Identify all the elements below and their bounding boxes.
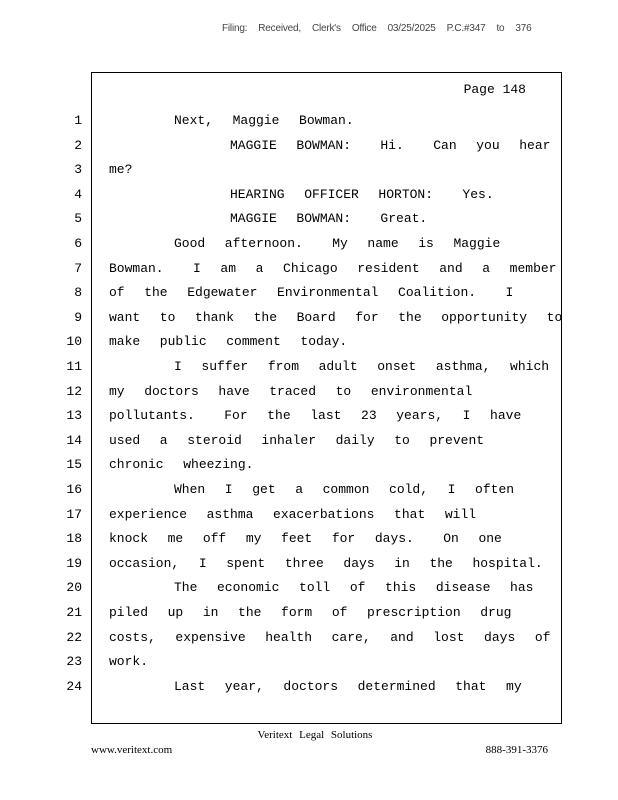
footer-website: www.veritext.com <box>91 744 173 756</box>
line-number: 4 <box>74 186 82 202</box>
line-number: 16 <box>66 482 82 497</box>
transcript-line: Good afternoon. My name is Maggie <box>174 236 501 251</box>
filing-header <box>222 23 542 34</box>
line-number: 11 <box>66 359 82 374</box>
filing-label: Filing: <box>222 23 248 34</box>
transcript-line: Last year, doctors determined that my <box>174 678 522 694</box>
transcript-line: The economic toll of this disease has <box>174 580 534 596</box>
transcript-line: make public comment today. <box>109 334 348 350</box>
filing-date: 03/25/2025 <box>387 23 436 34</box>
transcript-line: me? <box>109 162 133 178</box>
line-number: 9 <box>74 309 82 325</box>
pc-range-end: 376 <box>515 23 532 34</box>
footer-company: Veritext Legal Solutions <box>257 729 373 741</box>
line-number: 3 <box>74 162 82 178</box>
line-number: 6 <box>74 236 82 251</box>
line-number: 1 <box>74 113 82 128</box>
line-number: 21 <box>66 605 82 620</box>
line-number: 14 <box>66 432 82 448</box>
transcript-line: Next, Maggie Bowman. <box>174 113 354 128</box>
transcript-line: pollutants. For the last 23 years, I have <box>109 408 522 424</box>
line-number: 18 <box>66 531 82 547</box>
transcript-line: experience asthma exacerbations that will <box>109 506 477 522</box>
transcript-line: Bowman. I am a Chicago resident and a member <box>109 260 557 276</box>
line-number: 10 <box>66 334 82 350</box>
transcript-line: knock me off my feet for days. On one <box>109 531 502 547</box>
line-number: 2 <box>74 137 82 153</box>
transcript-line: piled up in the form of prescription drug <box>109 605 512 620</box>
line-number: 19 <box>66 555 82 571</box>
line-number: 24 <box>66 678 82 694</box>
line-number: 17 <box>66 506 82 522</box>
transcript-line: my doctors have traced to environmental <box>109 383 473 399</box>
transcript-line: MAGGIE BOWMAN: Hi. Can you hear <box>230 137 551 153</box>
transcript-line: I suffer from adult onset asthma, which <box>174 359 550 374</box>
transcript-line: HEARING OFFICER HORTON: Yes. <box>230 186 494 202</box>
line-number: 23 <box>66 654 82 670</box>
transcript-line: chronic wheezing. <box>109 457 254 473</box>
office-label: Office <box>351 23 377 34</box>
line-number: 7 <box>74 260 82 276</box>
page-number: Page 148 <box>463 82 526 97</box>
footer-phone: 888-391-3376 <box>485 744 548 756</box>
transcript-line: occasion, I spent three days in the hospital. <box>109 555 543 571</box>
line-number: 20 <box>66 580 82 596</box>
line-number: 13 <box>66 408 82 424</box>
transcript-line: work. <box>109 654 149 670</box>
transcript-line: When I get a common cold, I often <box>174 482 515 497</box>
line-number: 8 <box>74 285 82 301</box>
transcript-line: costs, expensive health care, and lost days of <box>109 629 551 645</box>
line-number: 12 <box>66 383 82 399</box>
line-number: 5 <box>74 211 82 227</box>
transcript-line: MAGGIE BOWMAN: Great. <box>230 211 428 227</box>
transcript-line: want to thank the Board for the opportunity to <box>109 309 563 325</box>
line-number: 15 <box>66 457 82 473</box>
pc-range-start: P.C.#347 <box>446 23 486 34</box>
transcript-line: used a steroid inhaler daily to prevent <box>109 432 485 448</box>
clerks-label: Clerk's <box>311 23 341 34</box>
line-number: 22 <box>66 629 82 645</box>
received-label: Received, <box>258 23 301 34</box>
range-to: to <box>496 23 505 34</box>
transcript-line: of the Edgewater Environmental Coalition. I <box>109 285 514 301</box>
